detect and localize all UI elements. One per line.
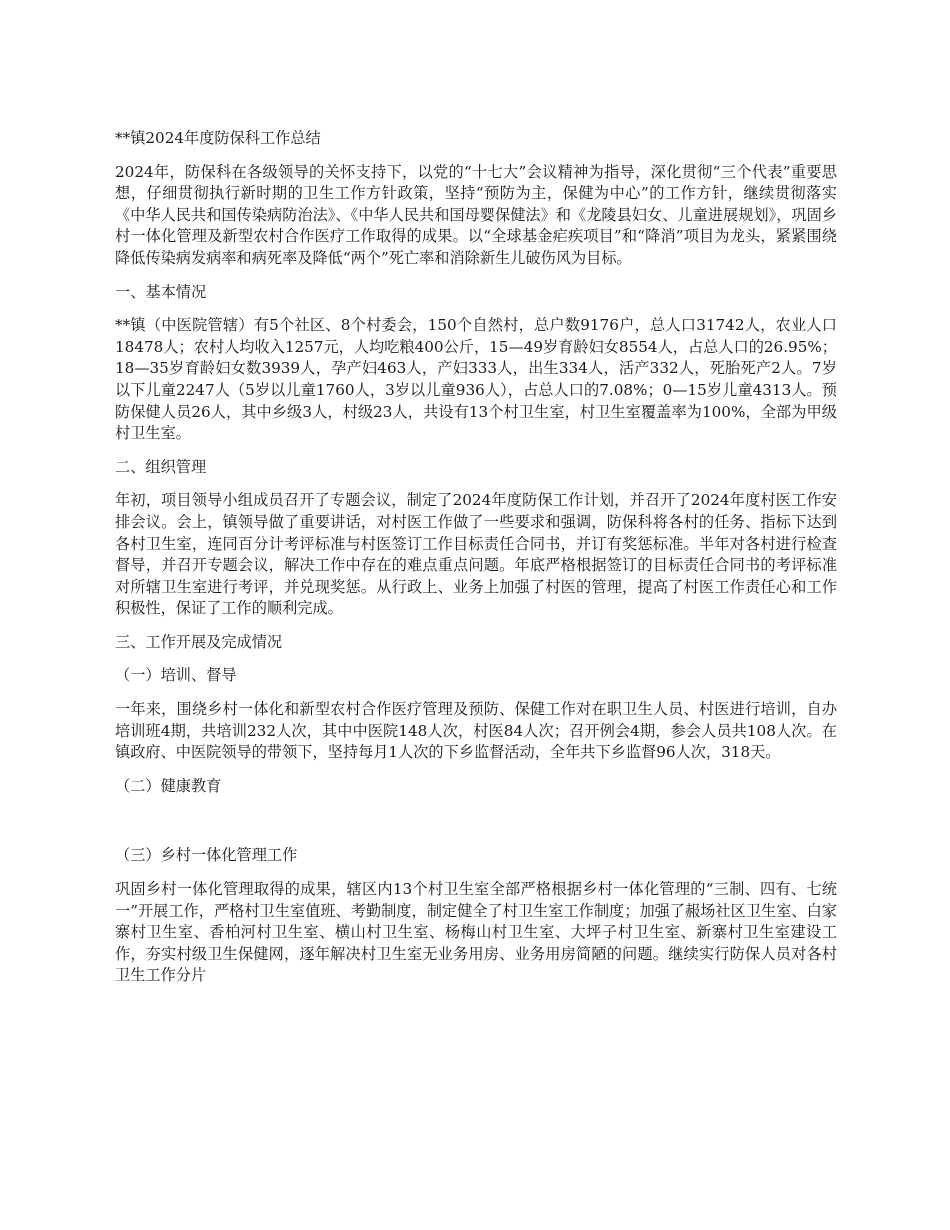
basic-info-paragraph: **镇（中医院管辖）有5个社区、8个村委会，150个自然村，总户数9176户，总人口31742人，农业人口18478人；农村人均收入1257元，人均吃粮400公斤，15—49岁育龄妇女8554人，占总人口的26.95%；18—35岁育龄妇女数3939人，孕产妇463人，产妇333人，出生334人，活产332人，死胎死产2人。7岁以下儿童2247人（5岁以儿童1760人，3岁以儿童936人），占总人口的7.08%；0—15岁儿童4313人。预防保健人员26人，其中乡级3人，村级23人，共设有13个村卫生室，村卫生室覆盖率为100%，全部为甲级村卫生室。 [115,316,837,443]
subsection-heading-health-education: （二）健康教育 [115,776,222,795]
section-heading-work-progress: 三、工作开展及完成情况 [115,632,283,651]
integration-paragraph: 巩固乡村一体化管理取得的成果，辖区内13个村卫生室全部严格根据乡村一体化管理的“三制、四有、七统一”开展工作，严格村卫生室值班、考勤制度，制定健全了村卫生室工作制度；加强了赧场社区卫生室、白家寨村卫生室、香柏河村卫生室、横山村卫生室、杨梅山村卫生室、大坪子村卫生室、新寨村卫生室建设工作，夯实村级卫生保健网，逐年解决村卫生室无业务用房、业务用房简陋的问题。继续实行防保人员对各村卫生工作分片 [115,880,837,985]
subsection-heading-training: （一）培训、督导 [115,666,237,685]
blank-gap [115,809,837,845]
organization-paragraph: 年初，项目领导小组成员召开了专题会议，制定了2024年度防保工作计划，并召开了2024年度村医工作安排会议。会上，镇领导做了重要讲话，对村医工作做了一些要求和强调，防保科将各村的任务、指标下达到各村卫生室，连同百分计考评标准与村医签订工作目标责任合同书，并订有奖惩标准。半年对各村进行检查督导，并召开专题会议，解决工作中存在的难点重点问题。年底严格根据签订的目标责任合同书的考评标准对所辖卫生室进行考评，并兑现奖惩。从行政上、业务上加强了村医的管理，提高了村医工作责任心和工作积极性，保证了工作的顺利完成。 [115,491,837,618]
document-title: **镇2024年度防保科工作总结 [115,129,321,147]
section-heading-organization: 二、组织管理 [115,457,207,476]
document-page [115,128,837,999]
training-paragraph: 一年来，围绕乡村一体化和新型农村合作医疗管理及预防、保健工作对在职卫生人员、村医进行培训，自办培训班4期，共培训232人次，其中中医院148人次，村医84人次；召开例会4期，参会人员共108人次。在镇政府、中医院领导的带领下，坚持每月1人次的下乡监督活动，全年共下乡监督96人次，318天。 [115,700,837,762]
intro-paragraph: 2024年，防保科在各级领导的关怀支持下，以党的“十七大”会议精神为指导，深化贯彻“三个代表”重要思想，仔细贯彻执行新时期的卫生工作方针政策，坚持“预防为主，保健为中心”的工作方针，继续贯彻落实《中华人民共和国传染病防治法》、《中华人民共和国母婴保健法》和《龙陵县妇女、儿童进展规划》，巩固乡村一体化管理及新型农村合作医疗工作取得的成果。以“全球基金疟疾项目”和“降消”项目为龙头，紧紧围绕降低传染病发病率和病死率及降低“两个”死亡率和消除新生儿破伤风为目标。 [115,162,837,267]
subsection-heading-integration: （三）乡村一体化管理工作 [115,846,298,865]
section-heading-basic-info: 一、基本情况 [115,282,207,301]
